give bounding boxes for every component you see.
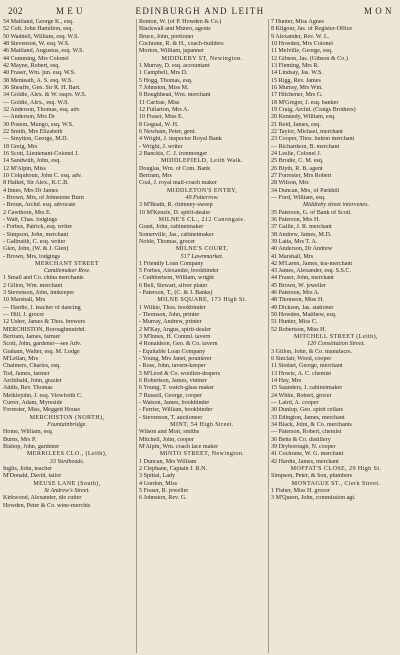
directory-entry: 1 Campbell, Mrs D. — [139, 70, 188, 77]
street-heading: MERCHISTON (NORTH), — [29, 414, 105, 421]
directory-entry: 6 Bell, Stewart, silver plater — [139, 282, 208, 289]
directory-entry: 15 Saunders, J. cabinetmaker — [271, 385, 343, 392]
directory-entry: 34 Duncan, Mrs, of Parkhill — [271, 187, 340, 194]
directory-entry: 49 Dickson, Jas. stationer — [271, 304, 334, 311]
street-heading: MITCHELL STREET (Leith), — [294, 334, 378, 341]
directory-entry: Tod, James, farmer — [3, 370, 50, 377]
directory-entry: 7 Russell, George, cooper — [139, 392, 203, 399]
directory-entry: - Broun, Archd. esq. advocate — [3, 202, 76, 209]
directory-entry: - Brown, Mrs, lodgings — [3, 253, 61, 260]
directory-entry: 2 M'Kay, Angus, spirit-dealer — [139, 326, 211, 333]
directory-entry: 38 Andrew, James, M.D. — [271, 231, 332, 238]
directory-entry: Howden, Peter & Co. wine-merchts — [3, 502, 91, 509]
street-heading: MIDDLEFIELD, Leith Walk. — [160, 158, 244, 165]
street-heading: MINT, 54 High Street. — [170, 422, 234, 429]
directory-entry: Noble, Thomas, grocer — [139, 238, 196, 245]
directory-entry: 2 Clephane, Captain J. R.N. — [139, 466, 208, 473]
directory-entry: — Hill, J. grocer — [3, 312, 45, 319]
directory-entry: 30 Dunlop, Geo. spirit cellars — [271, 407, 344, 414]
directory-entry: 35 Paterson, G. of Bank of Scotl. — [271, 209, 352, 216]
directory-entry: 44 Cumming, Mrs Colonel — [3, 55, 69, 62]
directory-entry: 12 M'Alpin, Miss — [3, 165, 46, 172]
directory-entry: Scott, John, gardener—see Adv. — [3, 341, 82, 348]
directory-entry: 1 Murray, D. esq. accountant — [139, 62, 210, 69]
directory-entry: Morton, William, japanner — [139, 48, 204, 55]
directory-entry: Kirkwood, Alexander, die cutter — [3, 495, 82, 502]
street-heading: MINTO STREET, Newington. — [159, 451, 245, 458]
directory-entry: 34 Goldie, Alex. & W. esqrs. W.S. — [3, 92, 87, 99]
directory-entry: 2 Banckis, C. J. ironmonger — [139, 150, 208, 157]
directory-entry: 42 Hardie, James, merchant — [271, 458, 339, 465]
directory-entry: 48 Thomson, Miss H. — [271, 297, 324, 304]
directory-entry: 11 Melville, George, esq. — [271, 48, 333, 55]
street-heading: MIDDLETON'S ENTRY, — [166, 187, 238, 194]
column-left — [3, 19, 131, 653]
directory-entry: 5 M'Leod & Co. woollen-drapers — [139, 370, 221, 377]
directory-entry: 6 Newham, Peter, gent. — [139, 128, 196, 135]
directory-entry: - Paterson, T., (C. & J. Banks) — [139, 290, 213, 297]
directory-entry: 14 Hay, Mrs — [271, 378, 302, 385]
directory-entry: 3 M'Queen, John, commission agt. — [271, 495, 356, 502]
directory-entry: 33 Edington, James, merchant — [271, 414, 345, 421]
directory-entry: 4 Innes, Mrs Dr James — [3, 187, 59, 194]
directory-entry: Home, William, esq. — [3, 429, 54, 436]
directory-entry: MERCHISTON, Boroughmuirhd. — [3, 326, 87, 333]
directory-entry: Addis, Rev. Thomas — [3, 385, 53, 392]
directory-entry: 3 Spittal, Lady — [139, 473, 176, 480]
directory-entry: — Anderson, Mrs Dr — [3, 114, 55, 121]
directory-entry: 24 Leslie, Colonel J. — [271, 150, 322, 157]
directory-entry: 8 Halket, Sir Alex., K.C.B. — [3, 180, 69, 187]
directory-entry: 3 M'Beath, R. chimney-sweep — [139, 202, 213, 209]
directory-entry: 15 Rigg, Rev. James — [271, 77, 321, 84]
directory-entry: 11 Carfrae, Miss — [139, 99, 180, 106]
directory-entry: 12 Usher, James & Thos. brewers — [3, 319, 86, 326]
directory-entry: 10 Howden, Mrs Colonel — [271, 40, 333, 47]
directory-entry: M'Alpin, Wm. coach lace maker — [139, 444, 219, 451]
directory-entry: 41 Cochrane, W. G. merchant — [271, 451, 344, 458]
directory-entry: 6 Sinclair, Wood, cooper — [271, 356, 332, 363]
directory-entry: - Ross, John, tavern-keeper — [139, 363, 206, 370]
directory-entry: 48 Stevenson, W. esq. W.S. — [3, 40, 70, 47]
directory-entry: - Cuthbertson, William, wright — [139, 275, 214, 282]
directory-entry: 44 Fraser, John, merchant — [271, 275, 334, 282]
directory-entry: 1 Duncan, Mrs William — [139, 458, 197, 465]
header-mark-left: M E U — [56, 6, 83, 16]
directory-entry: Meiklejohn, J. esq. Viewforth C. — [3, 392, 83, 399]
directory-entry: 40 Anderson, Dr Andrew — [271, 246, 333, 253]
page-number: 202 — [8, 6, 23, 16]
directory-entry: 23 Cooper, Thos. button merchant — [271, 136, 355, 143]
directory-entry: 11 Stodart, George, merchant — [271, 363, 343, 370]
directory-entry: Renton, W. (of P. Howden & Co.) — [139, 19, 222, 25]
directory-entry: Cochrane, R. & H., coach-builders — [139, 40, 224, 47]
directory-entry: 32 Anderson, Thomas, esq. adv. — [3, 106, 81, 113]
directory-entry: Somerville, Jas., cabinetmaker — [139, 231, 214, 238]
directory-entry: 42 M'Laren, James, tea-merchant — [271, 260, 353, 267]
street-heading: MILNE'S CL., 212 Canongate. — [158, 216, 246, 223]
street-location: St Andrew's Street. — [44, 488, 90, 494]
directory-entry: 26 Blyth, R. B. agent — [271, 165, 323, 172]
directory-entry: 30 Poston, Mungo, esq. W.S. — [3, 121, 74, 128]
directory-entry: 14 Sandwith, John, esq. — [3, 158, 61, 165]
directory-entry: - Simpson, John, merchant — [3, 231, 69, 238]
directory-entry: — Hardie, J. teacher of dancing — [3, 304, 81, 311]
directory-entry: 3 M'Innes, H. Comml. tavern — [139, 334, 211, 341]
directory-entry: Mitchell, John, cooper — [139, 436, 194, 443]
directory-entry: 4 Ronaldson, Geo. & Co. tavern — [139, 341, 218, 348]
directory-entry: Chalmers, Charles, esq. — [3, 363, 61, 370]
street-heading: MILNE SQUARE, 173 High St. — [157, 297, 247, 304]
directory-entry: 41 Marshall, Mrs — [271, 253, 314, 260]
directory-entry: 39 Dryborough, N. cooper — [271, 444, 336, 451]
street-location: Candlemaker Row. — [43, 268, 91, 275]
directory-entry: Coal, J. royal mail-coach maker — [139, 180, 217, 187]
directory-entry: M'Lellan, Mrs — [3, 356, 38, 363]
directory-entry: — Richardson, B. merchant — [271, 143, 340, 150]
directory-entry: — Smytton, George, M.D. — [3, 136, 69, 143]
directory-entry: 42 Mayne, Robert, esq. — [3, 62, 60, 69]
directory-entry: - Galbraith, C. esq. writer — [3, 238, 66, 245]
directory-entry: 38 Menteath, A. S. esq. W.S. — [3, 77, 73, 84]
directory-entry: 12 Fullarton, Mrs A. — [139, 106, 189, 113]
directory-entry: Archibald, John, grazier — [3, 378, 62, 385]
directory-entry: 36 Sheaffe, Gen. Sir R. H. Bart. — [3, 84, 81, 91]
directory-entry: 39 Latta, Mrs T. A. — [271, 238, 318, 245]
directory-entry: Glen, John, (W. & J. Glen) — [3, 246, 69, 253]
directory-entry: 4 Gordon, Miss — [139, 480, 178, 487]
directory-entry: 12 Gibson, Jas. (Gibson & Co.) — [271, 55, 348, 62]
street-heading: MONTAGUE ST., Clerk Street. — [291, 480, 381, 487]
directory-entry: 51 Hunter, Miss C. — [271, 319, 318, 326]
running-title: EDINBURGH AND LEITH — [135, 6, 265, 16]
directory-entry: - Watt, Chas. lodgings — [3, 216, 58, 223]
directory-entry: 9 Alexander, Rev. W. L. — [271, 33, 330, 40]
directory-entry: 21 Reid, James, esq. — [271, 121, 321, 128]
directory-entry: 17 Hitchener, Mrs G. — [271, 92, 323, 99]
directory-entry: — Paterson, Robert, chemist — [271, 429, 342, 436]
directory-entry: — Ford, William, esq. — [271, 194, 326, 201]
directory-entry: - Stevenson, T. auctioneer — [139, 414, 203, 421]
directory-entry: 19 Craig, Archd. (Craigs Brothers) — [271, 106, 356, 113]
directory-entry: Wilson and Moir, smiths — [139, 429, 200, 436]
running-header — [8, 6, 392, 18]
directory-entry: Bishop, John, gardener — [3, 444, 60, 451]
directory-entry: - Ferrier, William, bookbinder — [139, 407, 213, 414]
directory-entry: Bruce, John, portioner — [139, 33, 194, 40]
directory-entry: 6 Robertson, James, vintner — [139, 378, 207, 385]
directory-entry: 1 Wilkie, Thos. bookbinder — [139, 304, 206, 311]
directory-entry: 50 Howden, Matthew, esq. — [271, 312, 337, 319]
directory-entry: - Thomson, John, printer — [139, 312, 200, 319]
directory-entry: 8 Gogual, W. H. — [139, 121, 179, 128]
street-location: 49 Potterrow. — [185, 194, 219, 201]
directory-entry: 3 Stevenson, John, innkeeper — [3, 290, 75, 297]
directory-entry: - Young, Mrs Janet, pounterer — [139, 356, 212, 363]
directory-entry: — Laird, A. cooper — [271, 400, 319, 407]
directory-entry: 34 Black, John, & Co. merchants — [271, 422, 352, 429]
directory-entry: 10 Fraser, Miss E. — [139, 114, 184, 121]
directory-entry: 3 Gillon, John, & Co. manufacrs. — [271, 348, 353, 355]
directory-entry: 9 Boughhead, Wm. merchant — [139, 92, 211, 99]
directory-entry: 50 Waddell, William, esq. W.S. — [3, 33, 80, 40]
directory-entry: 52 Colt, John Hamilton, esq. — [3, 26, 73, 33]
directory-entry: 1 Small and Co. china merchants — [3, 275, 84, 282]
directory-entry: 2 Gillon, Wm. merchant — [3, 282, 63, 289]
directory-entry: 5 Hogg, Thomas, esq. — [139, 77, 193, 84]
street-location: Middleby street intervenes. — [303, 202, 369, 209]
directory-entry: 24 White, Robert, grocer — [271, 392, 332, 399]
directory-entry: 10 Marshall, Mrs — [3, 297, 46, 304]
directory-entry: 7 Johnston, Miss M. — [139, 84, 189, 91]
directory-entry: 36 Betts & Co. distillery — [271, 436, 331, 443]
directory-entry: 27 Forrester, Mrs Robert — [271, 172, 332, 179]
directory-entry: - Wright, J. writer — [139, 143, 183, 150]
directory-entry: - Murray, Andrew, printer — [139, 319, 202, 326]
directory-entry: 20 Kennedy, William, esq. — [271, 114, 336, 121]
column-right — [268, 19, 400, 653]
directory-entry: 22 Taylor, Michael, merchant — [271, 128, 343, 135]
directory-entry: 52 Robertson, Miss H. — [271, 326, 327, 333]
directory-entry: - Watson, James, bookbinder — [139, 400, 210, 407]
directory-entry: 36 Paterson, Mrs H. — [271, 216, 320, 223]
directory-entry: 22 Smith, Mrs Elizabeth — [3, 128, 63, 135]
directory-entry: Douglas, Wm. of Com. Bank — [139, 165, 211, 172]
directory-entry: Blackwall and Munro, agents — [139, 26, 211, 33]
street-heading: MIDDLEBY ST, Newington. — [161, 55, 243, 62]
directory-entry: 45 Brown, W. jeweller — [271, 282, 327, 289]
directory-entry: Burns, Mrs P. — [3, 436, 37, 443]
street-heading: MERRILEES CLO., (Leith), — [26, 451, 108, 458]
directory-entry: Grant, John, cabinetmaker — [139, 224, 204, 231]
street-location: 33 Yardheads. — [49, 458, 85, 465]
directory-entry: 16 Murray, Mrs Wm. — [271, 84, 323, 91]
directory-entry: — Goldie, Alex., esq. W.S. — [3, 99, 70, 106]
street-location: 517 Lawnmarket. — [180, 253, 224, 260]
directory-entry: Bertram, James, farmer — [3, 334, 61, 341]
directory-entry: 25 Brodie, C. M. esq. — [271, 158, 324, 165]
directory-entry: Currer, Adam, Myreside — [3, 400, 63, 407]
directory-entry: 28 Wilson, Mrs — [271, 180, 309, 187]
column-middle — [136, 19, 265, 653]
header-mark-right: M O N — [363, 6, 392, 16]
directory-entry: 13 Howie, A. C. chemist — [271, 370, 332, 377]
directory-entry: 18 Greig, Mrs — [3, 143, 38, 150]
directory-entry: 18 M'Gregor, J. esq. banker — [271, 99, 339, 106]
street-location: Fountainbridge. — [47, 422, 87, 429]
directory-entry: 4 Wright, J. inspector Royal Bank — [139, 136, 222, 143]
directory-entry: 6 Johnston, Rev. G. — [139, 495, 187, 502]
directory-entry: 5 Forbes, Alexander, bookbinder — [139, 268, 219, 275]
street-heading: MILNE'S COURT, — [175, 246, 229, 253]
directory-entry: 7 Hunter, Miss Agnes — [271, 19, 324, 25]
directory-entry: 6 Young, T. watch-glass maker — [139, 385, 215, 392]
directory-entry: 40 Fraser, Wm. jun. esq. W.S. — [3, 70, 76, 77]
directory-entry: 1 Friendly Loan Company — [139, 260, 204, 267]
directory-entry: Forrester, Miss, Meggett House — [3, 407, 81, 414]
directory-entry: Bertram, Mrs — [139, 172, 172, 179]
directory-entry: 1 Fisher, Miss H. grocer — [271, 488, 330, 494]
directory-entry: 54 Maitland, George K., esq. — [3, 19, 74, 25]
directory-entry: - Brown, Mrs, of Johnstone Burn — [3, 194, 84, 201]
directory-entry: Simpson, Peter, & Son, plumbers — [271, 473, 353, 480]
street-heading: MOFFAT'S CLOSE, 29 High St. — [290, 466, 382, 473]
directory-entry: Inglis, John, teacher — [3, 466, 53, 473]
directory-entry: 13 Fleming, Mrs R. — [271, 62, 319, 69]
directory-entry: 46 Maitland, Augustus, esq. W.S. — [3, 48, 85, 55]
directory-entry: 5 Fraser, R. jeweller — [139, 488, 189, 494]
street-location: 120 Constitution Street. — [307, 341, 365, 348]
directory-entry: - Equitable Loan Company — [139, 348, 206, 355]
street-heading: MEUSE LANE (South), — [33, 480, 101, 487]
street-heading: MERCHANT STREET — [35, 260, 99, 267]
directory-entry: 10 M'Kenzie, D. spirit-dealer — [139, 209, 211, 216]
directory-entry: M'Donald, David, tailor — [3, 473, 62, 480]
directory-entry: 43 James, Alexander, esq. S.S.C. — [271, 268, 351, 275]
directory-entry: 8 Kilgour, Jas. of Register-Office — [271, 26, 353, 33]
directory-entry: 10 Colquhoun, John C. esq. adv. — [3, 172, 82, 179]
directory-entry: 14 Lindsay, Jas. W.S. — [271, 70, 323, 77]
directory-entry: 46 Paterson, Mrs A. — [271, 290, 320, 297]
directory-entry: Graham, Walter, esq. M. Lodge — [3, 348, 80, 355]
directory-entry: 2 Cawthorn, Mrs E. — [3, 209, 52, 216]
directory-entry: 37 Gallie, J. R. merchant — [271, 224, 332, 231]
directory-entry: 16 Scott, Lieutenant-Colonel J. — [3, 150, 79, 157]
directory-entry: - Forbes, Patrick, esq. writer — [3, 224, 73, 231]
